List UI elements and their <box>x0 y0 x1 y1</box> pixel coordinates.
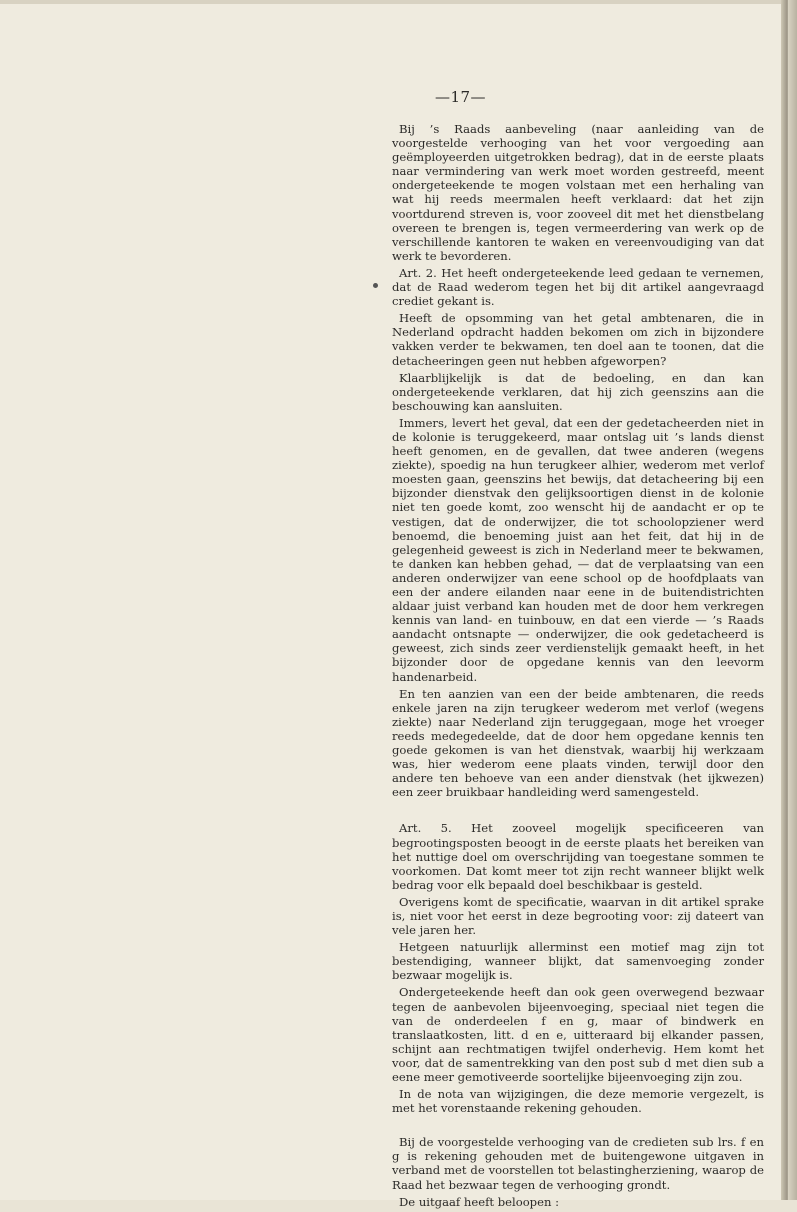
paragraph: In de nota van wijzigingen, die deze memorie vergezelt, is met het vorenstaande rekening gehouden. <box>392 1087 764 1116</box>
paragraph: Immers, levert het geval, dat een der gedetacheerden niet in de kolonie is teruggekeerd, maar ontslag uit ’s lands dienst heeft genomen, en de gevallen, dat twee anderen (wegens ziekte), spoedig na hun terugkeer alhier, wederom met verlof moesten gaan, geenszins het bewijs, dat detacheering bij een bijzonder dienstvak den gelijksoortigen dienst in de kolonie niet ten goede komt, zoo wenscht hij de aandacht er op te vestigen, dat de onderwijzer, die tot schoolopziener werd benoemd, die benoeming juist aan het feit, dat hij in de gelegenheid geweest is zich in Nederland meer te bekwamen, te danken kan hebben gehad, — dat de verplaatsing van een anderen onderwijzer van eene school op de hoofdplaats van een der andere eilanden naar eene in de buitendistrichten aldaar juist verband kan houden met de door hem verkregen kennis van land- en tuinbouw, en dat een vierde — ’s Raads aandacht ontsnapte — onderwijzer, die ook gedetacheerd is geweest, zich sinds zeer verdienstelijk gemaakt heeft, in het bijzonder door de opgedane kennis van den leevorm handenarbeid. <box>392 415 764 684</box>
paragraph: Overigens komt de specificatie, waarvan in dit artikel sprake is, niet voor het eerst in deze begrooting voor: zij dateert van vele jaren her. <box>392 894 764 938</box>
paragraph: De uitgaaf heeft beloopen : <box>399 1194 560 1209</box>
body-text <box>392 122 764 1212</box>
paragraph: Hetgeen natuurlijk allerminst een motief mag zijn tot bestendiging, wanneer blijkt, dat samenvoeging zonder bezwaar mogelijk is. <box>392 940 764 983</box>
paragraph: Klaarblijkelijk is dat de bedoeling, en dan kan ondergeteekende verklaren, dat hij zich geenszins aan die beschouwing kan aansluiten. <box>392 370 764 413</box>
paragraph: Bij de voorgestelde verhooging van de credieten sub lrs. f en g is rekening gehouden met de buitengewone uitgaven in verband met de voorstellen tot belastingherziening, waarop de Raad het bezwaar tegen de verhooging grondt. <box>392 1135 764 1192</box>
paragraph: Art. 2. Het heeft ondergeteekende leed gedaan te vernemen, dat de Raad wederom tegen het bij dit artikel aangevraagd crediet gekant is. <box>392 265 764 309</box>
page-top-edge <box>0 0 781 4</box>
paragraph: Art. 5. Het zooveel mogelijk specificeeren van begrootingsposten beoogt in de eerste plaats het bereiken van het nuttige doel om overschrijding van toegestane sommen te voorkomen. Dat komt meer tot zijn recht wanneer blijkt welk bedrag voor elk bepaald doel beschikbaar is gesteld. <box>392 821 764 892</box>
margin-mark <box>373 283 378 288</box>
paragraph: Bij ’s Raads aanbeveling (naar aanleiding van de voorgestelde verhooging van het voor vergoeding aan geëmployeerden uitgetrokken bedrag), dat in de eerste plaats naar vermindering van werk moet worden gestreefd, meent ondergeteekende te mogen volstaan met een herhaling van wat hij reeds meermalen heeft verklaard: dat het zijn voortdurend streven is, voor zooveel dit met het dienstbelang overeen te brengen is, tegen vermeerdering van werk op de verschillende kantoren te waken en vereenvoudiging van dat werk te bevorderen. <box>392 122 764 263</box>
page-number-text: —17— <box>434 88 487 106</box>
paragraph: Ondergeteekende heeft dan ook geen overwegend bezwaar tegen de aanbevolen bijeenvoeging, speciaal niet tegen die van de onderdeelen f en g, maar of bindwerk en translaatkosten, litt. d en e, uitteraard bij elkander passen, schijnt aan rechtmatigen twijfel onderhevig. Hem komt het voor, dat de samentrekking van den post sub d met dien sub a eene meer gemotiveerde soortelijke bijeenvoeging zijn zou. <box>392 985 764 1084</box>
page-number <box>0 88 781 106</box>
paragraph: Heeft de opsomming van het getal ambtenaren, die in Nederland opdracht hadden bekomen om zich in bijzondere vakken verder te bekwamen, ten doel aan te toonen, dat die detacheeringen geen nut hebben afgeworpen? <box>392 311 764 368</box>
paragraph: En ten aanzien van een der beide ambtenaren, die reeds enkele jaren na zijn terugkeer wederom met verlof (wegens ziekte) naar Nederland zijn teruggegaan, moge het vroeger reeds medegedeelde, dat de door hem opgedane kennis ten goede gekomen is van het dienstvak, waarbij hij werkzaam was, hier wederom eene plaats vinden, terwijl door den andere ten behoeve van een ander dienstvak (het ijkwezen) een zeer bruikbaar handleiding werd samengesteld. <box>392 686 764 800</box>
page-binding-edge <box>781 0 797 1200</box>
